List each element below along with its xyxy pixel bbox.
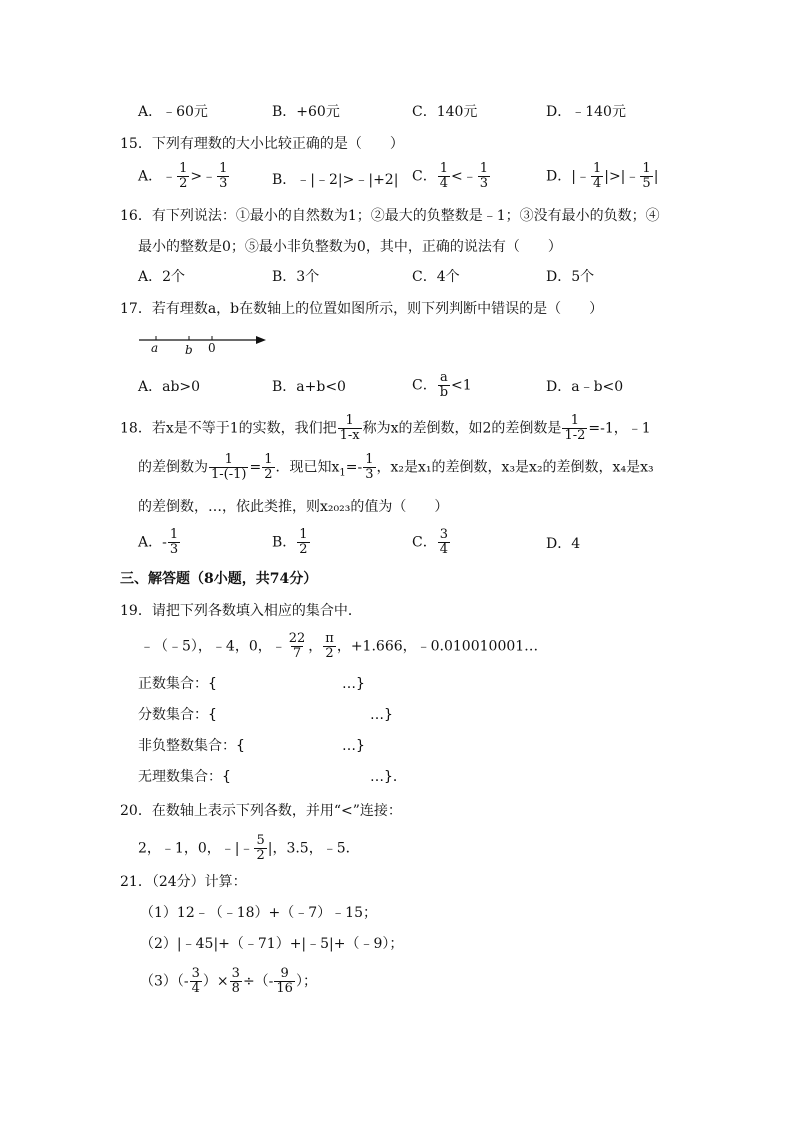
set-fraction-tail: …} (370, 707, 393, 723)
q17-option-c: C． $\frac{a}{b}$ <1 (412, 370, 472, 400)
q15-option-a: A．﹣ $\frac{1}{2}$ >﹣ $\frac{1}{3}$ (138, 161, 228, 191)
q16-line2: 最小的整数是0；⑤最小非负整数为0，其中，正确的说法有（ ） (138, 239, 562, 255)
set-nonneg-int-tail: …} (342, 738, 365, 754)
q15-option-d: D．|﹣ $\frac{1}{4}$ |>|﹣ $\frac{1}{5}$ | (546, 161, 659, 191)
q17-option-b: B．a+b<0 (272, 379, 346, 395)
set-positive-label: 正数集合：{ (138, 676, 217, 692)
q14-option-c: C．140元 (412, 104, 478, 120)
q21-part1: （1）12﹣（﹣18）+（﹣7）﹣15； (140, 905, 377, 921)
q19-stem: 19．请把下列各数填入相应的集合中． (120, 603, 362, 619)
q18-line2: 的差倒数为 $\frac{1}{1-(-1)}$ = $\frac{1}{2}$ ．现已知$x_1=-$ $\frac{1}{3}$ ，x₂是x₁的差倒数，x₃是x₂的差倒数，x₄是x₃ (138, 452, 654, 482)
q20-numbers: 2，﹣1，0，﹣|﹣ $\frac{5}{2}$ |，3.5，﹣5． (138, 833, 360, 863)
label-a: a (151, 341, 159, 355)
q16-option-d: D．5个 (546, 269, 595, 285)
q16-line1: 16．有下列说法：①最小的自然数为1；②最大的负整数是﹣1；③没有最小的负数；④ (120, 208, 660, 224)
q16-option-a: A．2个 (138, 269, 186, 285)
label-b: b (185, 343, 193, 357)
q21-part2: （2）|﹣45|+（﹣71）+|﹣5|+（﹣9）； (140, 936, 404, 952)
q16-option-b: B．3个 (272, 269, 320, 285)
q17-option-d: D．a﹣b<0 (546, 379, 624, 395)
q21-part3: （3）（- $\frac{3}{4}$ ）× $\frac{3}{8}$ ÷（- $\frac{9}{16}$ ）； (140, 966, 317, 996)
q18-option-b: B． $\frac{1}{2}$ (272, 527, 308, 557)
q21-stem: 21．（24分）计算： (120, 874, 247, 890)
q15-option-c: C． $\frac{1}{4}$ <﹣ $\frac{1}{3}$ (412, 161, 489, 191)
q15-option-b: B．﹣|﹣2|>﹣|+2| (272, 172, 399, 188)
q17-option-a: A．ab>0 (138, 379, 201, 395)
set-irrational-tail: …}． (370, 769, 407, 785)
q16-option-c: C．4个 (412, 269, 460, 285)
set-irrational-label: 无理数集合：{ (138, 769, 231, 785)
arrow-head-icon (256, 336, 266, 344)
q18-line1: 18．若x是不等于1的实数，我们把 $\frac{1}{1-x}$ 称为x的差倒数，如2的差倒数是 $\frac{1}{1-2}$ =-1，﹣1 (120, 413, 651, 443)
q19-numbers: ﹣（﹣5），﹣4，0，﹣ $\frac{22}{7}$ ， $\frac{\pi}{2}$ ，+1.666，﹣0.010010001… (140, 631, 539, 661)
q14-option-a: A．﹣60元 (138, 104, 208, 120)
q18-option-d: D．4 (546, 536, 581, 552)
q18-option-c: C． $\frac{3}{4}$ (412, 527, 448, 557)
q17-stem: 17．若有理数a，b在数轴上的位置如图所示，则下列判断中错误的是（ ） (120, 301, 604, 317)
q15-stem: 15．下列有理数的大小比较正确的是（ ） (120, 136, 404, 152)
label-0: 0 (208, 341, 216, 355)
q20-stem: 20．在数轴上表示下列各数，并用“<”连接： (120, 803, 402, 819)
q14-option-b: B．+60元 (272, 104, 340, 120)
set-positive-tail: …} (342, 676, 365, 692)
set-fraction-label: 分数集合：{ (138, 707, 217, 723)
q18-line3: 的差倒数，…，依此类推，则x₂₀₂₃的值为（ ） (138, 499, 449, 515)
set-nonneg-int-label: 非负整数集合：{ (138, 738, 245, 754)
section-heading: 三、解答题（8小题，共74分） (120, 571, 318, 587)
q14-option-d: D．﹣140元 (546, 104, 626, 120)
q18-option-a: A．- $\frac{1}{3}$ (138, 527, 179, 557)
